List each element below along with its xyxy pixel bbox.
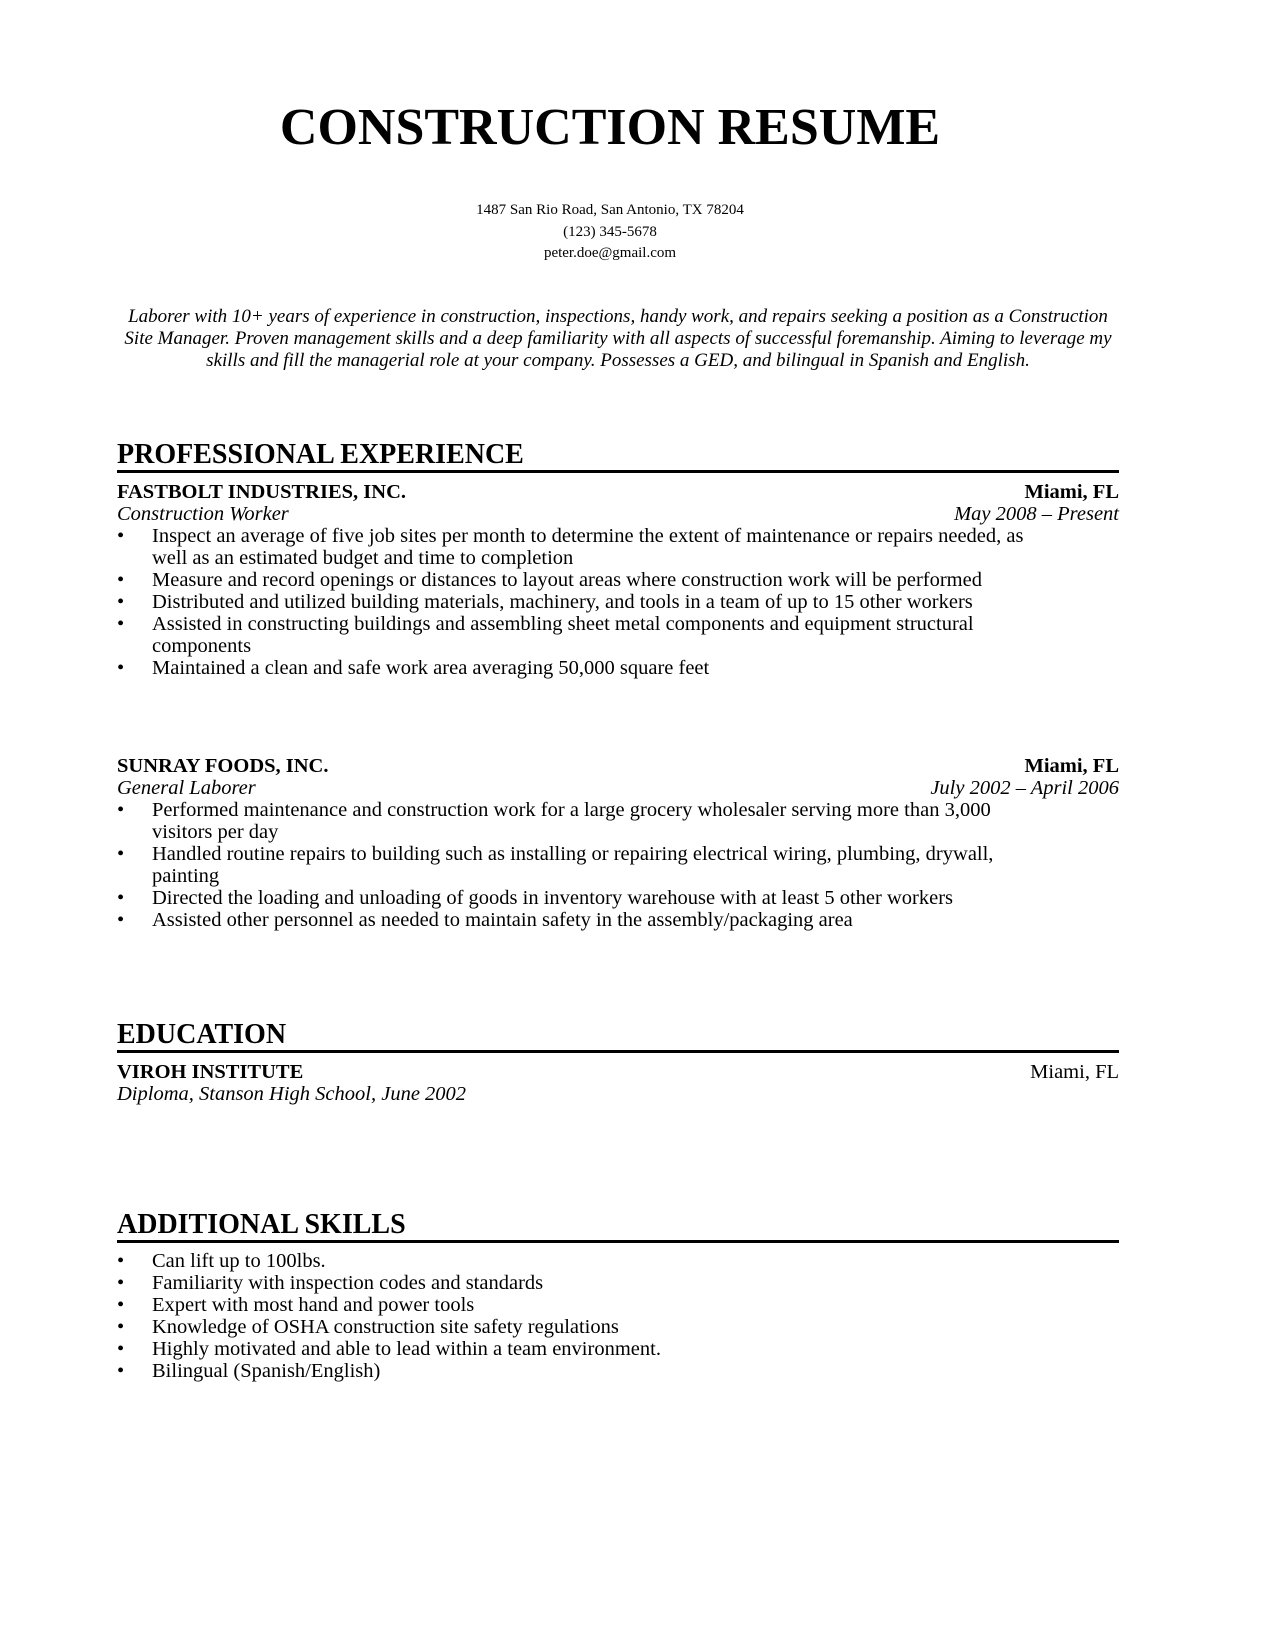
list-item: • Inspect an average of five job sites per month to determine the extent of maintenance or repairs needed, as well as an estimated budget and time to completion [117, 525, 1024, 569]
job-location: Miami, FL [1024, 755, 1119, 777]
job-entry [117, 481, 1119, 679]
bullet-icon: • [117, 1360, 125, 1382]
section-heading-education: EDUCATION [117, 1020, 1119, 1053]
list-item: • Knowledge of OSHA construction site safety regulations [117, 1316, 619, 1338]
job-dates: July 2002 – April 2006 [930, 777, 1119, 799]
bullet-icon: • [117, 657, 125, 679]
education-entry [117, 1061, 1119, 1105]
education-detail: Diploma, Stanson High School, June 2002 [117, 1083, 467, 1105]
school-name: VIROH INSTITUTE [117, 1061, 304, 1083]
job-title: General Laborer [117, 777, 256, 799]
bullet-icon: • [117, 1316, 125, 1338]
list-item: • Assisted other personnel as needed to maintain safety in the assembly/packaging area [117, 909, 853, 931]
bullet-icon: • [117, 799, 125, 821]
list-item: • Performed maintenance and construction work for a large grocery wholesaler serving more than 3,000 visitors per day [117, 799, 991, 843]
list-item: • Expert with most hand and power tools [117, 1294, 475, 1316]
list-item: • Highly motivated and able to lead within a team environment. [117, 1338, 661, 1360]
list-item: • Distributed and utilized building materials, machinery, and tools in a team of up to 15 other workers [117, 591, 973, 613]
job-bullets [117, 799, 997, 931]
list-item: • Measure and record openings or distances to layout areas where construction work will be performed [117, 569, 982, 591]
job-location: Miami, FL [1024, 481, 1119, 503]
job-entry [117, 755, 1119, 931]
contact-address: 1487 San Rio Road, San Antonio, TX 78204 [476, 202, 744, 218]
list-item: • Directed the loading and unloading of goods in inventory warehouse with at least 5 other workers [117, 887, 954, 909]
contact-block [0, 200, 1220, 265]
bullet-icon: • [117, 1272, 125, 1294]
bullet-icon: • [117, 1338, 125, 1360]
bullet-icon: • [117, 843, 125, 865]
company-name: FASTBOLT INDUSTRIES, INC. [117, 481, 407, 503]
list-item: • Can lift up to 100lbs. [117, 1250, 326, 1272]
summary-paragraph: Laborer with 10+ years of experience in construction, inspections, handy work, and repairs seeking a position as a Construction Site Manager. Proven management skills and a deep familiarity with all aspects of successful foremanship. Aiming to leverage my skills and fill the managerial role at your company. Possesses a GED, and bilingual in Spanish and English. [124, 306, 1112, 371]
list-item: • Maintained a clean and safe work area averaging 50,000 square feet [117, 657, 710, 679]
contact-phone: (123) 345-5678 [563, 223, 657, 240]
bullet-icon: • [117, 591, 125, 613]
section-heading-experience: PROFESSIONAL EXPERIENCE [117, 440, 1119, 473]
job-dates: May 2008 – Present [954, 503, 1119, 525]
skills-list-container [117, 1250, 1119, 1382]
bullet-icon: • [117, 909, 125, 931]
list-item: • Handled routine repairs to building such as installing or repairing electrical wiring, plumbing, drywall, painting [117, 843, 994, 887]
bullet-icon: • [117, 1294, 125, 1316]
bullet-icon: • [117, 1250, 125, 1272]
list-item: • Familiarity with inspection codes and standards [117, 1272, 544, 1294]
list-item: • Assisted in constructing buildings and assembling sheet metal components and equipment structural components [117, 613, 974, 657]
list-item: • Bilingual (Spanish/English) [117, 1360, 381, 1382]
skills-list [117, 1250, 1119, 1382]
resume-title: CONSTRUCTION RESUME [279, 99, 941, 156]
bullet-icon: • [117, 613, 125, 635]
contact-email: peter.doe@gmail.com [543, 245, 677, 261]
job-bullets [117, 525, 1047, 679]
company-name: SUNRAY FOODS, INC. [117, 755, 329, 777]
bullet-icon: • [117, 887, 125, 909]
school-location: Miami, FL [1030, 1061, 1119, 1083]
bullet-icon: • [117, 525, 125, 547]
section-heading-skills: ADDITIONAL SKILLS [117, 1210, 1119, 1243]
bullet-icon: • [117, 569, 125, 591]
job-title: Construction Worker [117, 503, 289, 525]
